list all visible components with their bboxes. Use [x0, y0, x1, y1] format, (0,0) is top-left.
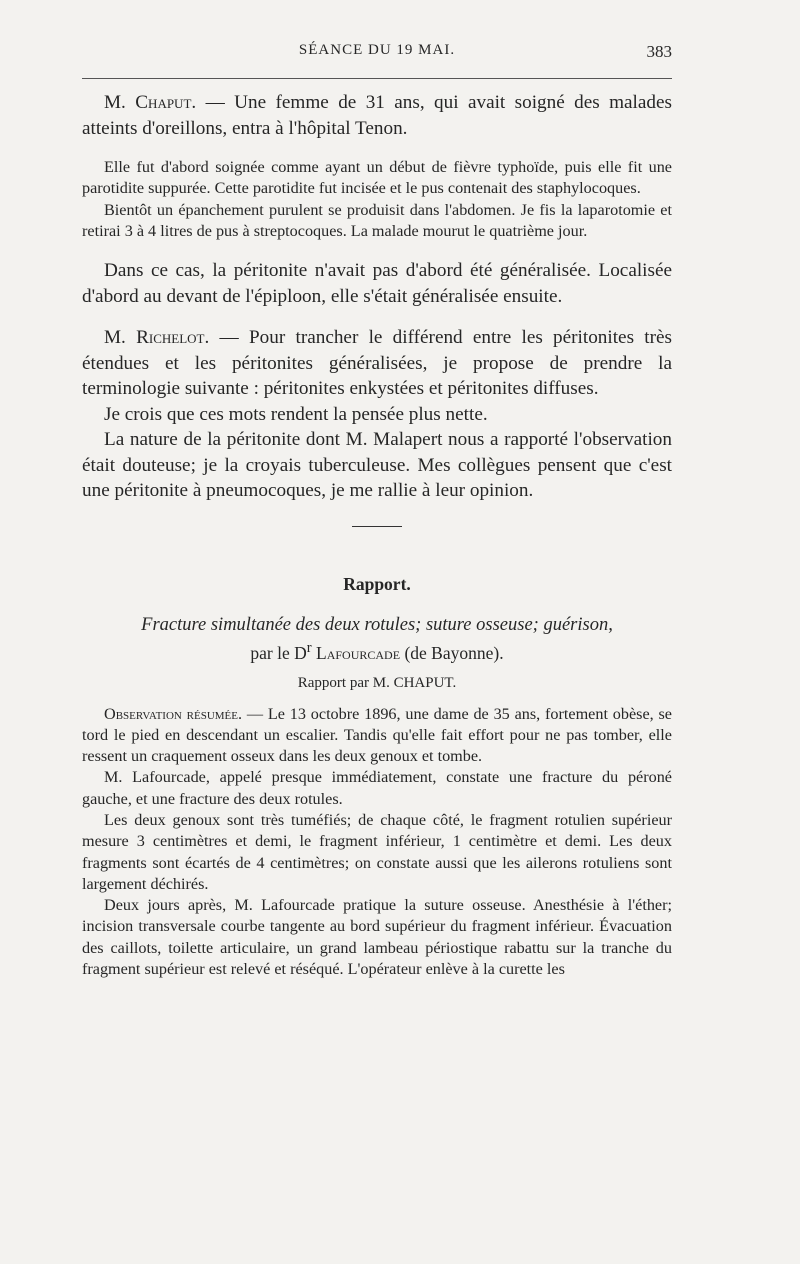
- observation-paragraph-2: M. Lafourcade, appelé presque immédiatement, constate une fracture du péroné gauche, et une fracture des deux rotules.: [82, 768, 672, 808]
- header-title: SÉANCE DU 19 MAI.: [298, 42, 456, 58]
- observation-paragraph-4: Deux jours après, M. Lafourcade pratique la suture osseuse. Anesthésie à l'éther; incision transversale courbe tangente au bord supérieur du fragment inférieur. Évacuation des caillots, toilette articulaire, un grand lambeau périostique rabattu sur la tranche du fragment supérieur est relevé et réséqué. L'opérateur enlève à la curette les: [82, 896, 672, 979]
- author-prefix: par le D: [250, 642, 307, 663]
- report-author: [82, 637, 672, 665]
- paragraph-quote-2: Bientôt un épanchement purulent se produisit dans l'abdomen. Je fis la laparotomie et retirai 3 à 4 litres de pus à streptocoques. La malade mourut le quatrième jour.: [82, 200, 672, 240]
- running-header: [82, 42, 672, 66]
- speaker-name: M. Richelot.: [104, 327, 210, 349]
- paragraph-richelot-3: La nature de la péritonite dont M. Malapert nous a rapporté l'observation était douteuse; je la croyais tuberculeuse. Mes collègues pensent que c'est une péritonite à pneumocoques, je me rallie à leur opinion.: [82, 429, 672, 502]
- author-suffix: (de Bayonne).: [404, 642, 504, 663]
- paragraph-text: — Pour trancher le différend entre les péritonites très étendues et les péritonites généralisées, je propose de prendre la terminologie suivante : péritonites enkystées et péritonites diffuses.: [82, 327, 672, 400]
- observation-lead: Observation résumée.: [104, 704, 243, 723]
- paragraph-text: — Le 13 octobre 1896, une dame de 35 ans, fortement obèse, se tord le pied en descendant un escalier. Tandis qu'elle fait effort pour ne pas tomber, elle ressent un craquement osseux dans les deux genoux et tombe.: [82, 704, 672, 766]
- report-byline: Rapport par M. CHAPUT.: [297, 674, 457, 691]
- paragraph-chaput: [82, 90, 672, 141]
- paragraph-text: — Une femme de 31 ans, qui avait soigné des malades atteints d'oreillons, entra à l'hôpital Tenon.: [82, 92, 672, 139]
- paragraph-comment: Dans ce cas, la péritonite n'avait pas d'abord été généralisée. Localisée d'abord au devant de l'épiploon, elle s'était généralisée ensuite.: [82, 260, 672, 307]
- author-name: Lafourcade: [316, 642, 401, 663]
- section-heading: Rapport.: [343, 573, 411, 594]
- observation-paragraph-3: Les deux genoux sont très tuméfiés; de chaque côté, le fragment rotulien supérieur mesure 3 centimètres et demi, le fragment inférieur, 1 centimètre et demi. Les deux fragments sont écartés de 4 centimètres; on constate aussi que les ailerons rotuliens sont largement déchirés.: [82, 811, 672, 893]
- paragraph-richelot: [82, 325, 672, 402]
- author-sup: r: [306, 639, 312, 656]
- section-separator: [352, 526, 402, 527]
- report-title: Fracture simultanée des deux rotules; suture osseuse; guérison,: [141, 614, 613, 635]
- speaker-name: M. Chaput.: [104, 92, 197, 113]
- paragraph-quote-1: Elle fut d'abord soignée comme ayant un début de fièvre typhoïde, puis elle fit une parotidite suppurée. Cette parotidite fut incisée et le pus contenait des staphylocoques.: [82, 158, 672, 198]
- paragraph-richelot-2: Je crois que ces mots rendent la pensée plus nette.: [104, 403, 488, 425]
- observation-paragraph-1: [82, 704, 672, 768]
- page-body: [82, 90, 672, 980]
- header-rule: [82, 78, 672, 79]
- page-number: 383: [646, 42, 672, 61]
